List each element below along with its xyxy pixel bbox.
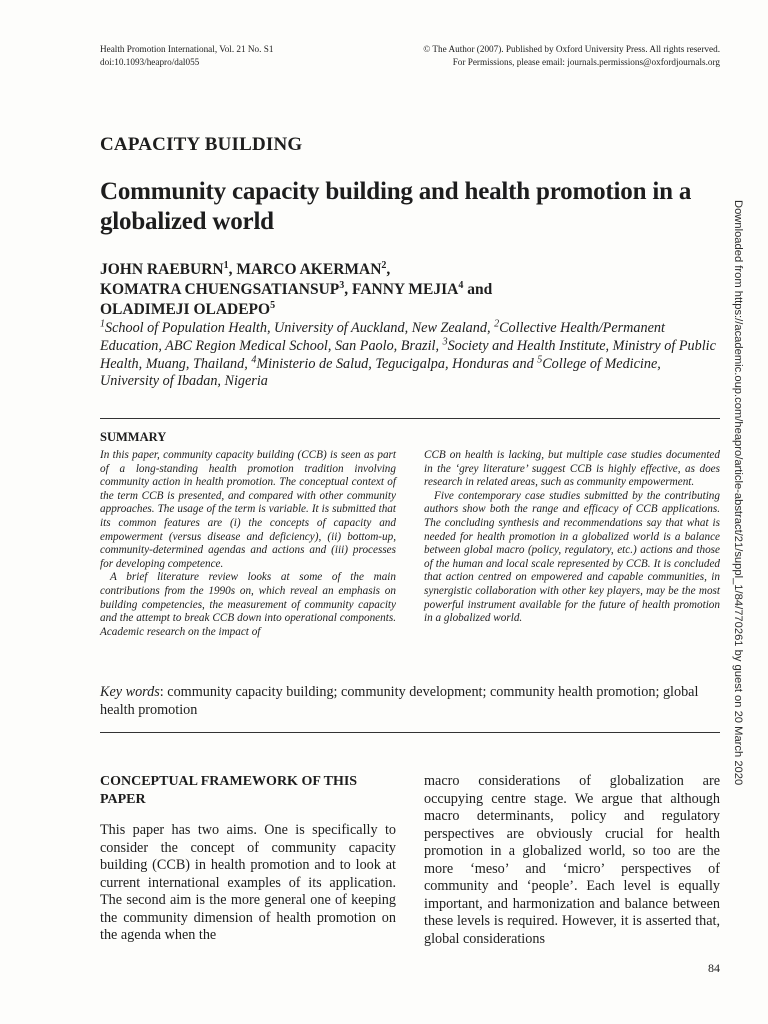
article-title: Community capacity building and health promotion in a globalized world <box>100 178 692 235</box>
journal-header <box>100 43 273 69</box>
affiliations <box>100 320 720 391</box>
author-sup: 2 <box>381 259 387 271</box>
download-note: Downloaded from https://academic.oup.com/heapro/article-abstract/21/suppl_1/84/770261 by guest on 20 March 2020 <box>732 200 744 786</box>
author-sup: 3 <box>339 279 345 291</box>
summary-heading: SUMMARY <box>100 430 167 444</box>
author-name: OLADIMEJI OLADEPO <box>100 301 271 318</box>
summary-paragraph: In this paper, community capacity building (CCB) is seen as part of a long-standing health promotion tradition involving community action in health promotion. The conceptual context of the term CCB is presented, and compared with other community approaches. The usage of the term is variable. It is submitted that its common features are (i) the concepts of capacity and empowerment (versus disease and deficiency), (ii) bottom-up, community-determined agendas and actions and (iii) processes for developing competence. <box>100 449 396 570</box>
affil-text: Ministerio de Salud, Tegucigalpa, Honduras and <box>256 355 538 372</box>
summary-paragraph: CCB on health is lacking, but multiple case studies documented in the ‘grey literature’ suggest CCB is highly effective, as does research in related areas, such as community empowerment. <box>424 449 720 489</box>
keywords-label: Key words <box>100 684 160 700</box>
author-name: JOHN RAEBURN <box>100 261 224 278</box>
affil-sup: 4 <box>251 353 257 365</box>
affil-text: Society and Health Institute, Ministry of Public Health, Muang, Thailand, <box>100 337 716 372</box>
affil-sup: 3 <box>442 336 448 348</box>
author-conjunction: and <box>467 281 493 298</box>
summary-column-right <box>424 449 720 626</box>
author-line-2: KOMATRA CHUENGSATIANSUP$^3$, FANNY MEJIA$^4$ and <box>100 279 493 298</box>
permissions-line: For Permissions, please email: journals.permissions@oxfordjournals.org <box>452 57 720 67</box>
author-sup: 4 <box>458 279 464 291</box>
section-heading: CONCEPTUAL FRAMEWORK OF THIS PAPER <box>100 774 358 807</box>
author-line-3 <box>100 300 720 320</box>
affil-text: School of Population Health, University of Auckland, New Zealand, <box>105 320 495 336</box>
affil-sup: 1 <box>100 318 105 330</box>
summary-paragraph: Five contemporary case studies submitted by the contributing authors show both the range and efficacy of CCB applications. The concluding synthesis and recommendations say that what is needed for health promotion in a globalized world is a balance between global macro (policy, regulatory, etc.) actions and those of the human and local scale represented by CCB. It is concluded that action centred on empowered and capable communities, in synergistic collaboration with other key players, may be the most powerful instrument available for the future of health promotion in a globalized world. <box>424 489 720 625</box>
affil-text: Collective Health/Permanent Education, ABC Region Medical School, San Paolo, Brazil, <box>100 320 665 354</box>
author-line-1: JOHN RAEBURN$^1$, MARCO AKERMAN$^2$, <box>100 259 391 278</box>
doi: doi:10.1093/heapro/dal055 <box>100 57 200 67</box>
author-list <box>100 260 720 320</box>
copyright-header <box>380 43 720 69</box>
keywords-text: : community capacity building; community development; community health promotion; global health promotion <box>100 684 699 718</box>
affil-sup: 2 <box>494 318 500 330</box>
section-title: CAPACITY BUILDING <box>100 134 303 155</box>
page-number: 84 <box>708 961 720 975</box>
divider-rule <box>100 732 720 733</box>
author-sup: 5 <box>270 299 276 311</box>
keywords <box>100 684 720 719</box>
affil-sup: 5 <box>537 353 543 365</box>
author-name: KOMATRA CHUENGSATIANSUP <box>100 281 340 298</box>
summary-column-left <box>100 449 396 639</box>
summary-paragraph: A brief literature review looks at some of the main contributions from the 1990s on, which reveal an emphasis on building competencies, the measurement of community capacity and the attempt to break CCB down into operational components. Academic research on the impact of <box>100 571 396 638</box>
author-sup: 1 <box>223 259 229 271</box>
author-name: FANNY MEJIA <box>352 281 459 298</box>
divider-rule <box>100 418 720 419</box>
body-paragraph: macro considerations of globalization are occupying centre stage. We argue that although macro determinants, policy and regulatory perspectives are obviously crucial for health promotion in a globalized world, so too are the more ‘meso’ and ‘micro’ perspectives of community and ‘people’. Each level is equally important, and harmonization and balance between these levels is required. However, it is asserted that, global considerations <box>424 773 720 947</box>
journal-citation: Health Promotion International, Vol. 21 No. S1 <box>100 44 274 54</box>
copyright-line: © The Author (2007). Published by Oxford University Press. All rights reserved. <box>423 44 720 54</box>
affil-text: College of Medicine, University of Ibadan, Nigeria <box>100 355 661 390</box>
download-watermark <box>728 200 747 820</box>
body-column-left <box>100 822 396 945</box>
author-name: MARCO AKERMAN <box>236 261 382 278</box>
body-paragraph: This paper has two aims. One is specifically to consider the concept of community capacity building (CCB) in health promotion and to look at current international examples of its application. The second aim is the more general one of keeping the community dimension of health promotion on the agenda when the <box>100 822 396 943</box>
body-column-right <box>424 773 720 948</box>
